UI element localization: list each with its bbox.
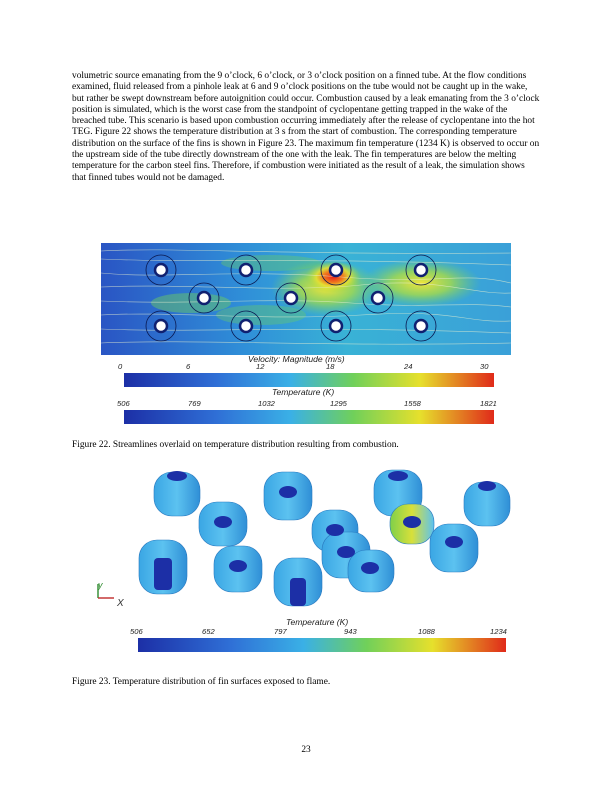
temperature-tick-label: 506 [117,399,130,408]
velocity-tick-label: 30 [480,362,489,371]
velocity-color-bar [124,373,494,387]
figure-23-caption: Figure 23. Temperature distribution of fin surfaces exposed to flame. [72,677,331,687]
temperature-tick-label: 1295 [330,399,347,408]
figure-23-fin-surfaces [84,462,524,616]
figure-23-tick-label: 506 [130,627,143,636]
velocity-tick-label: 18 [326,362,335,371]
figure-23-tick-label: 1234 [490,627,507,636]
page-number: 23 [301,745,311,755]
figure-22-flow-field [101,243,511,355]
temperature-tick-label: 1032 [258,399,275,408]
temperature-tick-label: 1821 [480,399,497,408]
temperature-scale-title: Temperature (K) [272,387,335,397]
temperature-color-bar [124,410,494,424]
velocity-tick-label: 6 [186,362,191,371]
velocity-tick-label: 12 [256,362,265,371]
figure-23-scale-title: Temperature (K) [286,617,349,627]
x-axis-label: X [117,598,124,609]
figure-22-caption: Figure 22. Streamlines overlaid on temperature distribution resulting from combustion. [72,440,399,450]
temperature-tick-label: 769 [188,399,201,408]
y-axis-label: y [98,580,103,590]
figure-23-color-bar [138,638,506,652]
figure-23-tick-label: 652 [202,627,215,636]
figure-23-tick-label: 943 [344,627,357,636]
body-paragraph: volumetric source emanating from the 9 o’clock, 6 o’clock, or 3 o’clock position on a finned tube. At the flow conditions examined, fluid released from a pinhole leak at 6 and 9 o’clock positions on the tube would not be caught up in the wake, but rather be swept downstream before autoignition could occur. Combustion caused by a leak emanating from the 3 o’clock position is simulated, which is the worst case from the standpoint of cyclopentane getting trapped in the wake of the breached tube. This scenario is based upon combustion occurring immediately after the release of cyclopentane into the hot TEG. Figure 22 shows the temperature distribution at 3 s from the start of combustion. The corresponding temperature distribution on the surface of the fins is shown in Figure 23. The maximum fin temperature (1234 K) is observed to occur on the upstream side of the tube directly downstream of the one with the leak. The fin temperatures are below the melting temperature for the carbon steel fins. Therefore, if combustion were initiated as the result of a leak, the simulation shows that finned tubes would not be damaged. [72,71,540,183]
velocity-scale-title: Velocity: Magnitude (m/s) [248,354,345,364]
temperature-tick-label: 1558 [404,399,421,408]
velocity-tick-label: 24 [404,362,413,371]
figure-23-tick-label: 1088 [418,627,435,636]
figure-23-tick-label: 797 [274,627,287,636]
velocity-tick-label: 0 [118,362,123,371]
